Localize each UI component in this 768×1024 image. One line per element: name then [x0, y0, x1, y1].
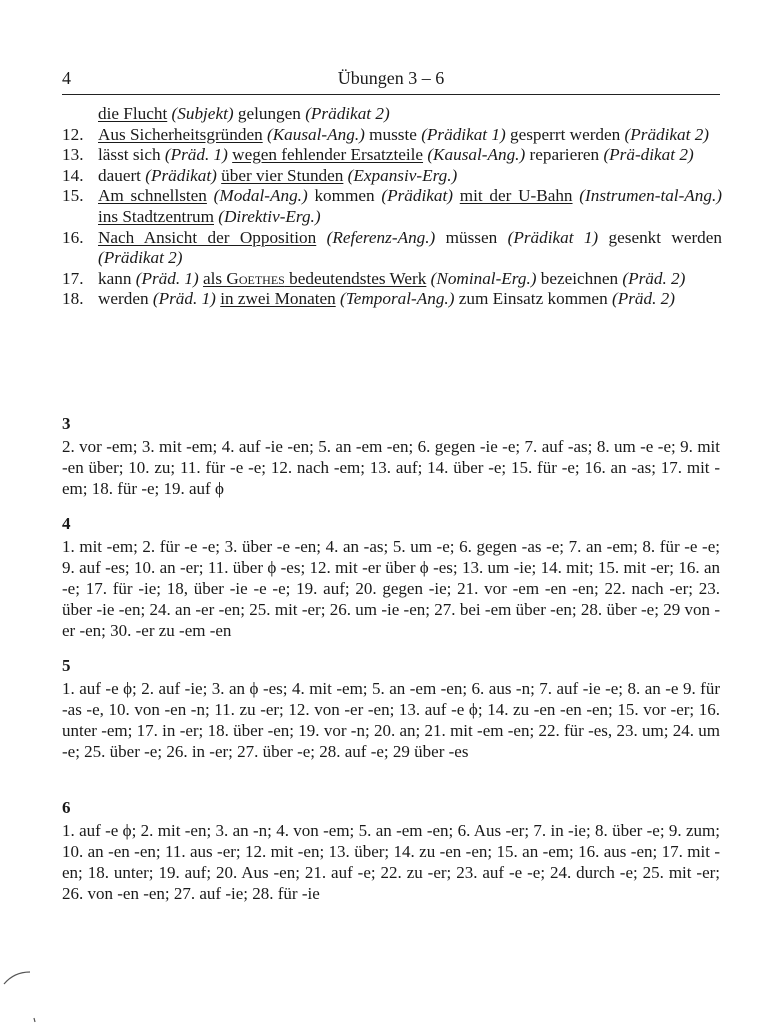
entry-text	[98, 289, 722, 310]
grammar-label: (Prädikat 2)	[98, 248, 183, 268]
text-segment	[453, 186, 460, 205]
text-segment: gelungen	[233, 104, 306, 123]
text-segment	[207, 186, 214, 205]
underlined-phrase: mit der U-Bahn	[459, 186, 573, 206]
text-segment: zum Einsatz kommen	[454, 289, 612, 309]
underlined-phrase: bedeutendstes Werk	[284, 268, 427, 288]
text-segment: musste	[364, 124, 422, 144]
entry-text	[98, 269, 722, 290]
grammar-label: (Präd. 2)	[622, 268, 686, 288]
grammar-label: (Präd. 2)	[611, 289, 675, 309]
underlined-phrase: Goethes	[226, 268, 285, 288]
solution-entry	[62, 145, 722, 166]
solution-entry	[62, 186, 722, 227]
running-title: Übungen 3 – 6	[337, 68, 445, 88]
grammar-label: (Direktiv-Erg.)	[218, 206, 321, 226]
grammar-label: (Subjekt)	[171, 104, 234, 123]
underlined-phrase: in zwei Monaten	[220, 289, 336, 309]
entry-number: 16.	[62, 227, 84, 247]
section-5	[62, 656, 720, 762]
entry-number: 13.	[62, 145, 84, 165]
text-segment: gesperrt werden	[505, 124, 625, 144]
entry-number: 14.	[62, 165, 84, 185]
entry-text	[98, 104, 722, 125]
text-segment: bezeichnen	[536, 268, 623, 288]
section-body: 2. vor -em; 3. mit -em; 4. auf -ie -en; 5. an -em -en; 6. gegen -ie -e; 7. auf -as; 8. um -e -e; 9. mit -en über; 10. zu; 11. für -e -e; 12. nach -em; 13. auf; 14. über -e; 15. für -e; 16. an -as; 17. mit -em; 18. für -e; 19. auf ϕ	[62, 437, 720, 498]
entry-text	[98, 125, 722, 146]
underlined-phrase: als	[203, 268, 227, 288]
grammar-label: (Modal-Ang.)	[213, 186, 308, 206]
grammar-label: (Prädikat 2)	[624, 124, 710, 144]
underlined-phrase: die Flucht	[98, 104, 168, 123]
section-heading: 5	[62, 656, 71, 675]
underlined-phrase: ins Stadtzentrum	[98, 206, 214, 226]
section-6	[62, 798, 720, 904]
text-segment: dauert	[98, 165, 146, 185]
section-body: 1. mit -em; 2. für -e -e; 3. über -e -en; 4. an -as; 5. um -e; 6. gegen -as -e; 7. an -em; 8. für -e -e; 9. auf -es; 10. an -er; 11. über ϕ -es; 12. mit -er über ϕ -es; 13. um -ie; 14. mit; 15. mit -er; 16. an -e; 17. für -ie; 18, über -ie -e -e; 19. auf; 20. gegen -ie; 21. vor -em -en -en; 22. nach -er; 23. über -ie -en; 24. an -er -en; 25. mit -er; 26. um -ie -en; 27. bei -em über -en; 28. über -e; 29 von -er -en; 30. -er zu -em -en	[62, 537, 720, 640]
grammar-label: (Temporal-Ang.)	[340, 289, 455, 309]
entry-text	[98, 228, 722, 269]
section-heading: 4	[62, 514, 71, 533]
grammar-label: (Präd. 1)	[164, 145, 228, 165]
grammar-label: (Präd. 1)	[152, 289, 216, 309]
text-segment: lässt sich	[98, 145, 165, 165]
section-heading: 3	[62, 414, 71, 433]
entry-text	[98, 145, 722, 166]
text-segment: kann	[98, 268, 136, 288]
underlined-phrase: über vier Stunden	[221, 165, 344, 185]
entry-number: 15.	[62, 186, 84, 206]
underlined-phrase: wegen fehlender Ersatzteile	[232, 145, 424, 165]
text-segment	[316, 228, 326, 247]
solution-entry	[62, 166, 722, 187]
section-3	[62, 414, 720, 499]
section-heading: 6	[62, 798, 71, 817]
grammar-label: (Präd. 1)	[135, 268, 199, 288]
entry-number: 12.	[62, 124, 84, 144]
solution-entry	[62, 228, 722, 269]
page-header	[62, 62, 720, 95]
grammar-label: (Prädikat)	[381, 186, 453, 206]
solution-entry	[62, 289, 722, 310]
grammar-label: (Kausal-Ang.)	[266, 124, 365, 144]
grammar-label: (Nominal-Erg.)	[430, 268, 537, 288]
entry-number: 18.	[62, 289, 84, 309]
grammar-label: (Prä-dikat 2)	[603, 145, 694, 165]
grammar-label: (Prädikat 1)	[421, 124, 506, 144]
grammar-label: (Kausal-Ang.)	[427, 145, 526, 165]
grammar-label: (Referenz-Ang.)	[326, 227, 436, 247]
underlined-phrase: Aus Sicherheitsgründen	[98, 124, 263, 144]
entry-number: 17.	[62, 268, 84, 288]
grammar-label: (Instrumen-tal-Ang.)	[579, 186, 723, 206]
section-4	[62, 514, 720, 641]
text-segment: kommen	[307, 186, 382, 206]
underlined-phrase: Nach Ansicht der Opposition	[98, 227, 317, 247]
text-segment: gesenkt werden	[598, 227, 722, 247]
underlined-phrase: Am schnellsten	[98, 186, 207, 206]
entry-text	[98, 186, 722, 227]
section-body: 1. auf -e ϕ; 2. mit -en; 3. an -n; 4. von -em; 5. an -em -en; 6. Aus -er; 7. in -ie; 8. über -e; 9. zum; 10. an -en -en; 11. aus -er; 12. mit -en; 13. über; 14. zu -en -en; 15. an -em; 16. aus -en; 17. mit -en; 18. unter; 19. auf; 20. Aus -en; 21. auf -e; 22. zu -er; 23. auf -e -e; 24. durch -e; 25. mit -er; 26. von -en -en; 27. auf -ie; 28. für -ie	[62, 821, 720, 903]
entry-text	[98, 166, 722, 187]
solution-list	[62, 104, 722, 310]
page-edge-mark	[0, 960, 40, 1024]
entry-number	[62, 104, 98, 125]
solution-entry	[62, 269, 722, 290]
grammar-label: (Prädikat)	[145, 165, 217, 185]
grammar-label: (Prädikat 2)	[305, 104, 390, 123]
solution-entry	[62, 104, 722, 125]
section-body: 1. auf -e ϕ; 2. auf -ie; 3. an ϕ -es; 4. mit -em; 5. an -em -en; 6. aus -n; 7. auf -ie -e; 8. an -e 9. für -as -e, 10. von -en -n; 11. zu -er; 12. von -er -en; 13. auf -e ϕ; 14. zu -en -en -en; 15. vor -er; 16. unter -em; 17. in -er; 18. über -en; 19. vor -n; 20. an; 21. mit -em -en; 22. für -es, 23. um; 24. um -e; 25. über -e; 26. in -er; 27. über -e; 28. auf -e; 29 über -es	[62, 679, 720, 761]
text-segment: müssen	[435, 227, 508, 247]
grammar-label: (Expansiv-Erg.)	[347, 165, 458, 185]
page-number: 4	[62, 68, 71, 88]
text-segment: werden	[98, 289, 153, 309]
text-segment: reparieren	[525, 145, 604, 165]
grammar-label: (Prädikat 1)	[507, 227, 599, 247]
solution-entry	[62, 125, 722, 146]
